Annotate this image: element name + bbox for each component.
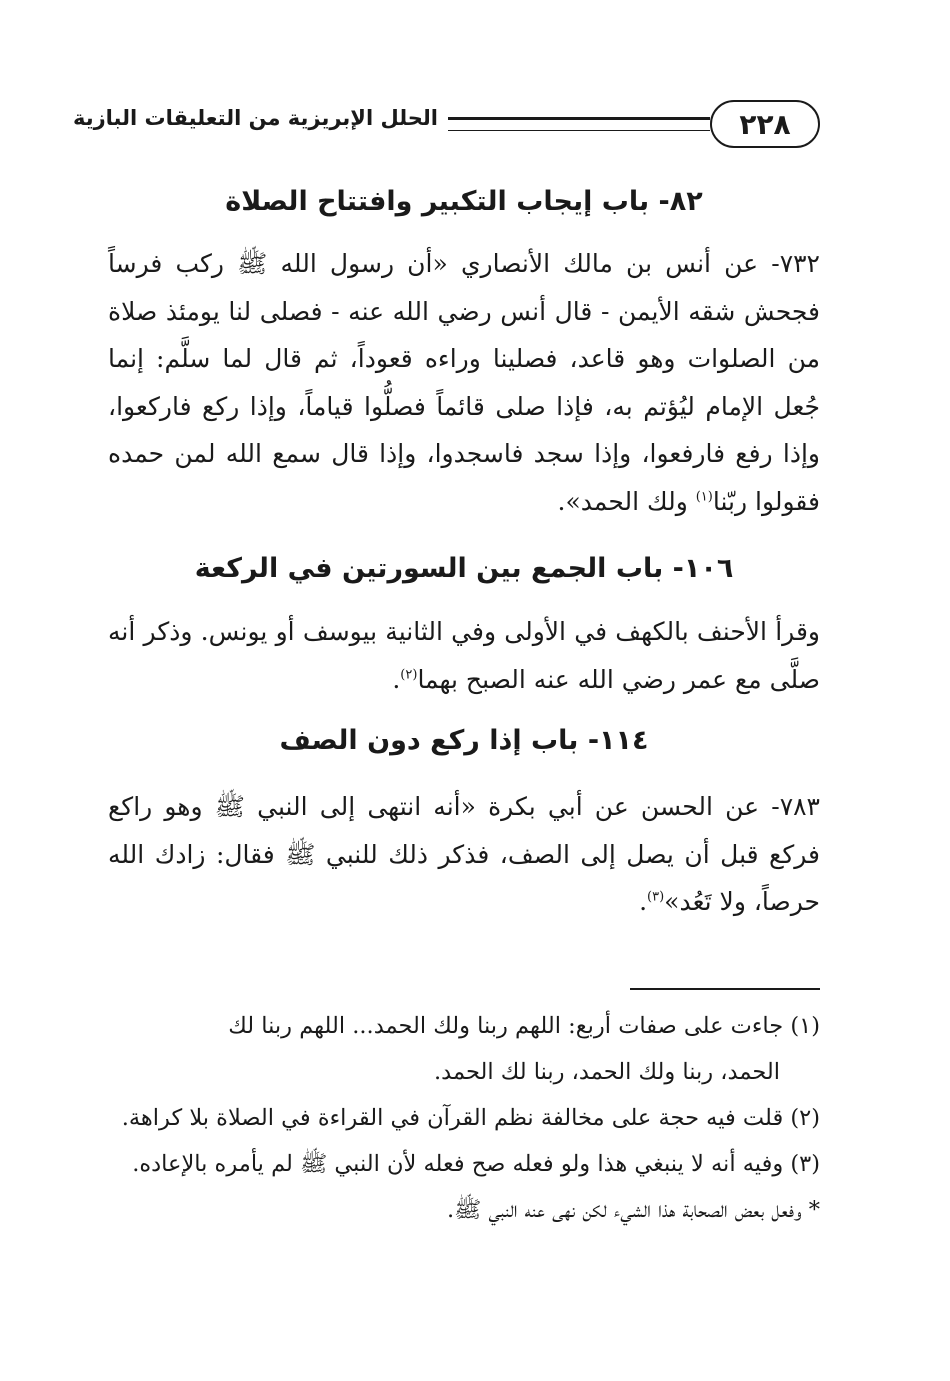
ahnaf-text: وقرأ الأحنف بالكهف في الأولى وفي الثانية بيوسف أو يونس. وذكر أنه صلَّى مع عمر رضي الله عنه الصبح بهما bbox=[108, 617, 820, 694]
running-title: الحلل الإبريزية من التعليقات البازية bbox=[72, 106, 438, 130]
footnote-separator bbox=[630, 988, 820, 990]
section-heading-114: ١١٤- باب إذا ركع دون الصف bbox=[279, 725, 649, 756]
footnote-1-line2: الحمد، ربنا ولك الحمد، ربنا لك الحمد. bbox=[434, 1059, 780, 1085]
ahnaf-text-end: . bbox=[392, 664, 401, 694]
hadith-783-text-end: . bbox=[639, 887, 648, 916]
page-number: ٢٢٨ bbox=[739, 107, 791, 141]
footnote-ref-1[interactable]: (١) bbox=[695, 489, 713, 505]
page-number-badge bbox=[710, 100, 820, 148]
section-heading-82: ٨٢- باب إيجاب التكبير وافتتاح الصلاة bbox=[225, 186, 703, 217]
hadith-732-text: ٧٣٢- عن أنس بن مالك الأنصاري «أن رسول الله ﷺ ركب فرساً فجحش شقه الأيمن - قال أنس رضي الله عنه - فصلى لنا يومئذ صلاة من الصلوات وهو قاعد، فصلينا وراءه قعوداً، ثم قال لما سلَّم: إنما جُعل الإمام ليُؤتم به، فإذا صلى قائماً فصلُّوا قياماً، وإذا ركع فاركعوا، وإذا رفع فارفعوا، وإذا سجد فاسجدوا، وإذا قال سمع الله لمن حمده فقولوا ربّنا bbox=[108, 249, 820, 516]
footnote-note: * وفعل بعض الصحابة هذا الشيء لكن نهى عنه النبي ﷺ. bbox=[447, 1197, 820, 1223]
hadith-783-paragraph bbox=[108, 783, 820, 926]
footnote-3: (٣) وفيه أنه لا ينبغي هذا ولو فعله صح فعله لأن النبي ﷺ لم يأمره بالإعاده. bbox=[132, 1151, 820, 1177]
hadith-732-text-end: ولك الحمد». bbox=[557, 486, 696, 516]
footnotes bbox=[108, 1003, 820, 1233]
ahnaf-paragraph bbox=[108, 608, 820, 703]
footnote-1 bbox=[108, 1003, 820, 1095]
section-heading-106: ١٠٦- باب الجمع بين السورتين في الركعة bbox=[194, 553, 734, 584]
footnote-2: (٢) قلت فيه حجة على مخالفة نظم القرآن في القراءة في الصلاة بلا كراهة. bbox=[121, 1105, 820, 1131]
running-header bbox=[72, 100, 820, 152]
hadith-783-text: ٧٨٣- عن الحسن عن أبي بكرة «أنه انتهى إلى النبي ﷺ وهو راكع فركع قبل أن يصل إلى الصف، فذكر ذلك للنبي ﷺ فقال: زادك الله حرصاً، ولا تَعُد» bbox=[108, 792, 820, 916]
footnote-1-line1: (١) جاءت على صفات أربع: اللهم ربنا ولك الحمد... اللهم ربنا لك bbox=[228, 1013, 820, 1039]
hadith-732-paragraph bbox=[108, 240, 820, 525]
footnote-ref-2[interactable]: (٢) bbox=[400, 667, 418, 683]
header-double-rule bbox=[448, 117, 710, 131]
footnote-ref-3[interactable]: (٣) bbox=[647, 889, 665, 905]
